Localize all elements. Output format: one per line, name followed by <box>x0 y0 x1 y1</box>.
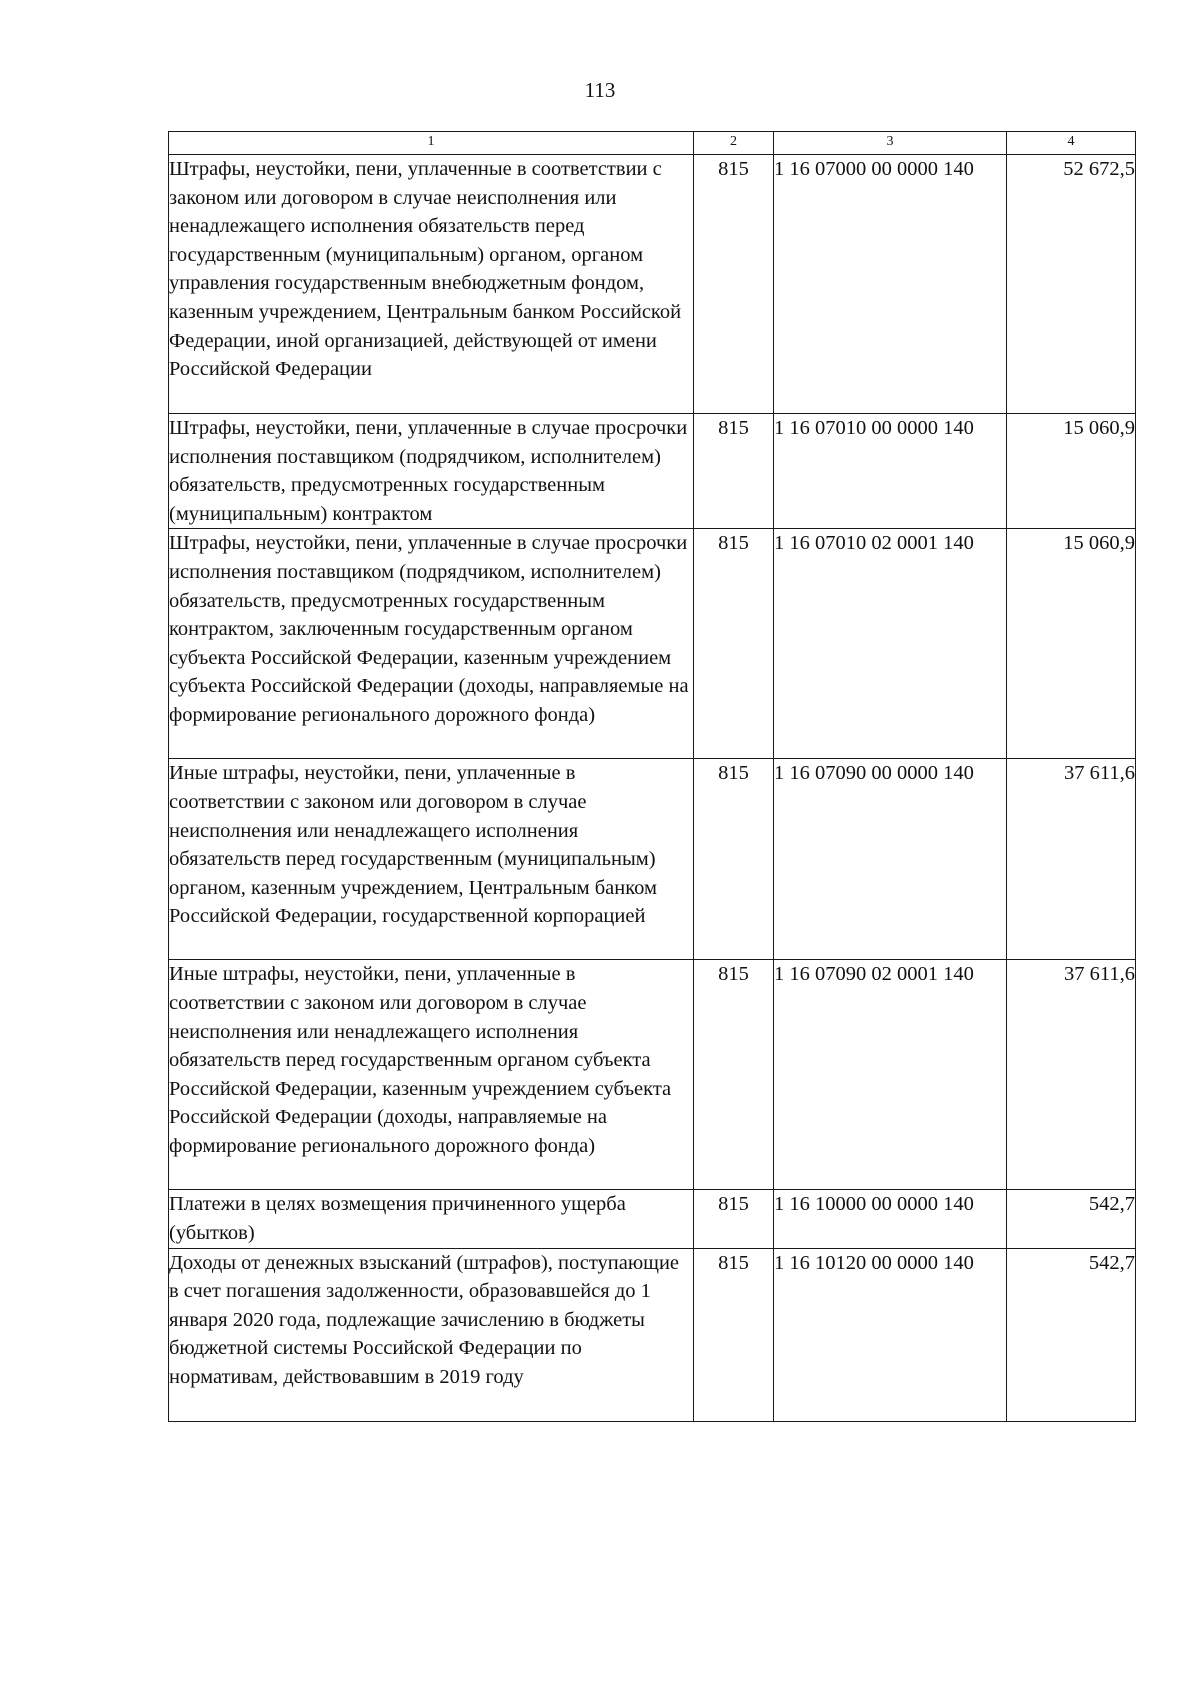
row-budget-code: 1 16 07000 00 0000 140 <box>774 155 1007 414</box>
row-sum: 37 611,6 <box>1007 759 1136 960</box>
row-sum: 15 060,9 <box>1007 529 1136 759</box>
row-budget-code: 1 16 07090 02 0001 140 <box>774 960 1007 1190</box>
page-number: 113 <box>584 78 616 102</box>
row-name-cell <box>169 155 694 414</box>
row-admin-code: 815 <box>694 155 774 414</box>
row-sum: 37 611,6 <box>1007 960 1136 1190</box>
header-col-4: 4 <box>1007 132 1136 155</box>
row-name-cell <box>169 1248 694 1421</box>
row-admin-code: 815 <box>694 529 774 759</box>
row-name: Доходы от денежных взысканий (штрафов), поступающие в счет погашения задолженности, образовавшейся до 1 января 2020 года, подлежащие зачислению в бюджеты бюджетной системы Российской Федерации по нормативам, действовавшим в 2019 году <box>169 1251 680 1388</box>
row-admin-code: 815 <box>694 960 774 1190</box>
table-row <box>169 529 1136 759</box>
table-row <box>169 414 1136 529</box>
row-budget-code: 1 16 07010 02 0001 140 <box>774 529 1007 759</box>
row-admin-code: 815 <box>694 1190 774 1248</box>
row-budget-code: 1 16 07010 00 0000 140 <box>774 414 1007 529</box>
row-name: Иные штрафы, неустойки, пени, уплаченные в соответствии с законом или договором в случае неисполнения или ненадлежащего исполнения обязательств перед государственным (муниципальным) органом, казенным учреждением, Центральным банком Российской Федерации, государственной корпорацией <box>169 762 657 928</box>
table-row <box>169 960 1136 1190</box>
table-row <box>169 1190 1136 1248</box>
row-name-cell <box>169 1190 694 1248</box>
header-col-1: 1 <box>169 132 694 155</box>
row-admin-code: 815 <box>694 414 774 529</box>
table-header-row <box>169 132 1136 155</box>
row-name-cell <box>169 529 694 759</box>
table-row <box>169 155 1136 414</box>
row-name-cell <box>169 960 694 1190</box>
row-name: Платежи в целях возмещения причиненного ущерба (убытков) <box>169 1193 626 1244</box>
row-sum: 542,7 <box>1007 1248 1136 1421</box>
row-budget-code: 1 16 10000 00 0000 140 <box>774 1190 1007 1248</box>
row-sum: 15 060,9 <box>1007 414 1136 529</box>
row-sum: 542,7 <box>1007 1190 1136 1248</box>
row-sum: 52 672,5 <box>1007 155 1136 414</box>
row-name: Штрафы, неустойки, пени, уплаченные в случае просрочки исполнения поставщиком (подрядчиком, исполнителем) обязательств, предусмотренных государственным (муниципальным) контрактом <box>169 417 688 525</box>
header-col-2: 2 <box>694 132 774 155</box>
header-col-3: 3 <box>774 132 1007 155</box>
row-name: Штрафы, неустойки, пени, уплаченные в соответствии с законом или договором в случае неисполнения или ненадлежащего исполнения обязательств перед государственным (муниципальным) органом, органом управления государственным внебюджетным фондом, казенным учреждением, Центральным банком Российской Федерации, иной организацией, действующей от имени Российской Федерации <box>169 158 682 381</box>
row-admin-code: 815 <box>694 1248 774 1421</box>
revenue-table <box>168 131 1136 1422</box>
row-name-cell <box>169 759 694 960</box>
row-name-cell <box>169 414 694 529</box>
table-row <box>169 1248 1136 1421</box>
table-row <box>169 759 1136 960</box>
row-name: Иные штрафы, неустойки, пени, уплаченные в соответствии с законом или договором в случае неисполнения или ненадлежащего исполнения обязательств перед государственным органом субъекта Российской Федерации, казенным учреждением субъекта Российской Федерации (доходы, направляемые на формирование регионального дорожного фонда) <box>169 963 672 1157</box>
row-admin-code: 815 <box>694 759 774 960</box>
row-name: Штрафы, неустойки, пени, уплаченные в случае просрочки исполнения поставщиком (подрядчиком, исполнителем) обязательств, предусмотренных государственным контрактом, заключенным государственным органом субъекта Российской Федерации, казенным учреждением субъекта Российской Федерации (доходы, направляемые на формирование регионального дорожного фонда) <box>169 532 689 726</box>
row-budget-code: 1 16 10120 00 0000 140 <box>774 1248 1007 1421</box>
row-budget-code: 1 16 07090 00 0000 140 <box>774 759 1007 960</box>
